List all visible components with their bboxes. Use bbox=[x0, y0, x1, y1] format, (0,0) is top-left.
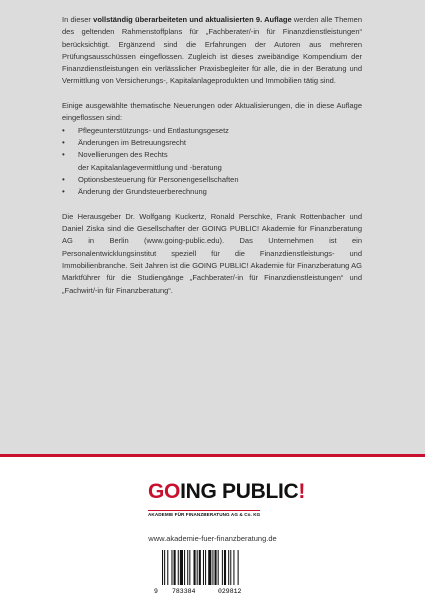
barcode-graphic bbox=[152, 549, 272, 595]
barcode-bar bbox=[212, 550, 213, 585]
list-item-text: Änderung der Grundsteuerberechnung bbox=[78, 187, 207, 197]
list-item-text: Pflegeunterstützungs- und Entlastungsgesetz bbox=[78, 125, 229, 135]
list-item-text: Novellierungen des Rechts bbox=[78, 150, 168, 160]
barcode-bar bbox=[215, 550, 217, 585]
barcode-bar bbox=[184, 550, 185, 585]
list-item-text: Optionsbesteuerung für Personengesellschaften bbox=[78, 174, 239, 184]
barcode-bar bbox=[230, 550, 231, 585]
website-url: www.akademie-fuer-finanzberatung.de bbox=[148, 534, 277, 543]
intro-post: werden alle Themen des geltenden Rahmenstoffplans für „Fachberater/-in für Finanzdienstleistungen“ berücksichtigt. Ergänzend sind die Erfahrungen der Autoren aus mehreren Prüfungsausschüssen eingeflossen. Zugleich ist dieses zweibändige Kompendium der Finanzdienstleistungen ein verlässlicher Praxisbegleiter für alle, die in der Beratung und Vermittlung von Versicherungs-, Kapitalanlageprodukten und Immobilien tätig sind. bbox=[62, 15, 363, 86]
isbn-barcode bbox=[152, 549, 272, 595]
barcode-digit-first: 9 bbox=[154, 588, 158, 595]
footer-area bbox=[0, 457, 425, 600]
barcode-bar bbox=[187, 550, 188, 585]
publishers-paragraph: Die Herausgeber Dr. Wolfgang Kuckertz, Ronald Perschke, Frank Rottenbacher und Daniel Ziska sind die Gesellschafter der GOING PUBLIC! Akademie für Finanzberatung AG in Berlin (www.going-public.edu). Das Unternehmen ist ein Personalentwicklungsinstitut speziell für die Finanzdienstleistungs- und Immobilienbranche. Seit Jahren ist die GOING PUBLIC! Akademie für Finanzberatung AG Marktführer für die Studiengänge „Fachberater/-in für Finanzdienstleistungen“ und „Fachwirt/-in für Finanzberatung“. bbox=[62, 211, 362, 295]
list-item-text: Änderungen im Betreuungsrecht bbox=[78, 137, 186, 147]
barcode-bar bbox=[180, 550, 183, 585]
intro-bold: vollständig überarbeiteten und aktualisierten 9. Auflage bbox=[93, 15, 292, 24]
intro-paragraph bbox=[62, 14, 362, 88]
list-item bbox=[62, 137, 362, 149]
going-public-logo bbox=[148, 480, 306, 521]
barcode-digits-left: 783384 bbox=[172, 588, 196, 595]
barcode-bar bbox=[197, 550, 198, 585]
barcode-bar bbox=[178, 550, 179, 585]
logo-subtitle: AKADEMIE FÜR FINANZBERATUNG AG & Co. KG bbox=[148, 512, 261, 517]
barcode-bar bbox=[162, 550, 163, 585]
barcode-bar bbox=[233, 550, 234, 585]
list-item bbox=[62, 125, 362, 137]
list-item bbox=[62, 186, 362, 198]
barcode-bar bbox=[199, 550, 201, 585]
barcode-bar bbox=[224, 550, 226, 585]
logo-exclaim: ! bbox=[298, 480, 306, 503]
barcode-bar bbox=[189, 550, 190, 585]
barcode-bar bbox=[208, 550, 211, 585]
barcode-bar bbox=[218, 550, 219, 585]
barcode-bar bbox=[228, 550, 229, 585]
barcode-bar bbox=[194, 550, 196, 585]
barcode-bar bbox=[238, 550, 239, 585]
logo-wordmark bbox=[148, 480, 306, 503]
list-item-continuation: der Kapitalanlagevermittlung und -beratung bbox=[78, 162, 222, 172]
list-item bbox=[62, 174, 362, 186]
barcode-bar bbox=[205, 550, 206, 585]
barcode-bar bbox=[164, 550, 165, 585]
back-cover-text bbox=[62, 14, 362, 297]
logo-go: GO bbox=[148, 480, 181, 503]
logo-rest: ING PUBLIC bbox=[180, 480, 299, 503]
barcode-bar bbox=[203, 550, 204, 585]
topics-intro: Einige ausgewählte thematische Neuerungen oder Aktualisierungen, die in diese Auflage eingeflossen sind: bbox=[62, 101, 362, 123]
barcode-bars bbox=[162, 550, 239, 585]
barcode-bar bbox=[222, 550, 223, 585]
barcode-bar bbox=[174, 550, 176, 585]
barcode-digits-right: 029812 bbox=[218, 588, 242, 595]
list-item bbox=[62, 149, 362, 174]
intro-pre: In dieser bbox=[62, 15, 94, 24]
barcode-bar bbox=[167, 550, 168, 585]
topics-list bbox=[62, 125, 362, 199]
barcode-bar bbox=[171, 550, 172, 585]
